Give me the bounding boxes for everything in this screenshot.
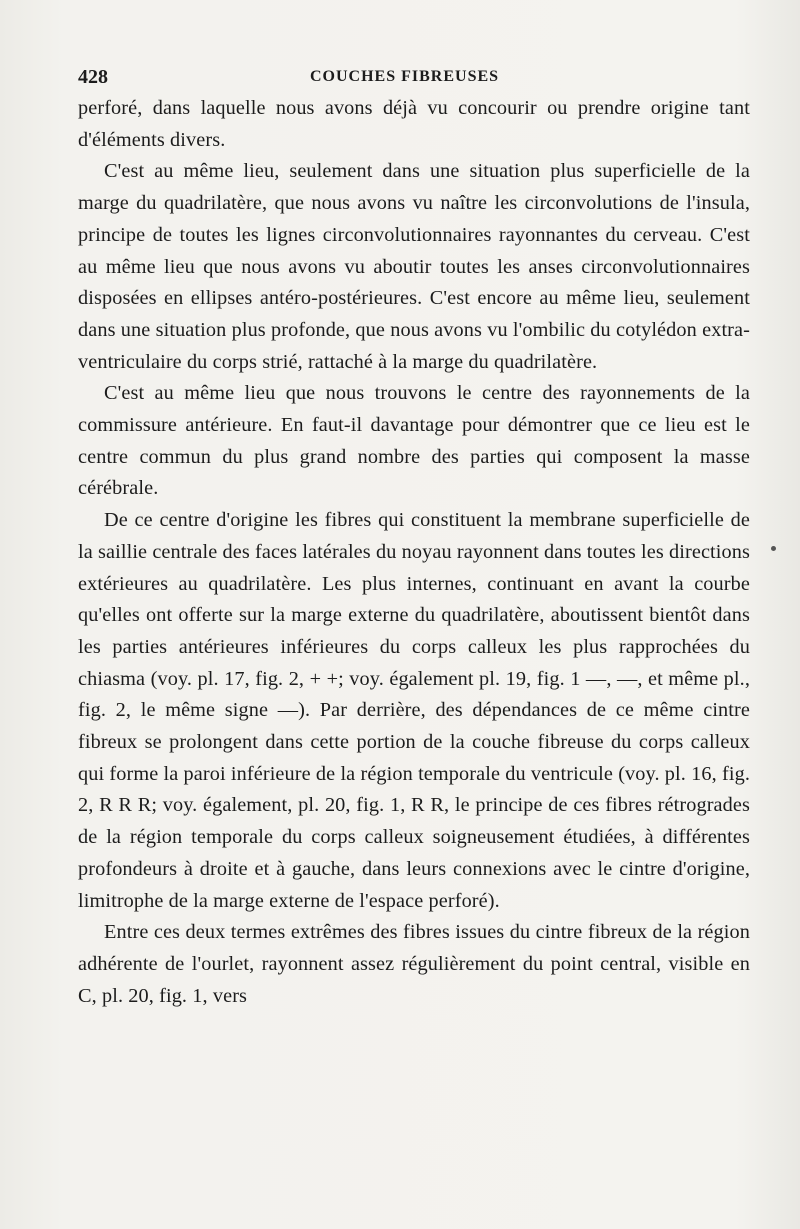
page-header <box>78 66 748 88</box>
paragraph: De ce centre d'origine les fibres qui constituent la membrane superficielle de la saillie centrale des faces latérales du noyau rayonnent dans toutes les directions extérieures au quadrilatère. Les plus internes, continuant en avant la courbe qu'elles ont offerte sur la marge externe du quadrilatère, aboutissent bientôt dans les parties antérieures inférieures du corps calleux les plus rapprochées du chiasma (voy. pl. 17, fig. 2, + +; voy. également pl. 19, fig. 1 —, —, et même pl., fig. 2, le même signe —). Par derrière, des dépendances de ce même cintre fibreux se prolongent dans cette portion de la couche fibreuse du corps calleux qui forme la paroi inférieure de la région temporale du ventricule (voy. pl. 16, fig. 2, R R R; voy. également, pl. 20, fig. 1, R R, le principe de ces fibres rétrogrades de la région temporale du corps calleux soigneusement étudiées, à différentes profondeurs à droite et à gauche, dans leurs connexions avec le cintre d'origine, limitrophe de la marge externe de l'espace perforé). <box>78 509 750 912</box>
paragraph: Entre ces deux termes extrêmes des fibres issues du cintre fibreux de la région adhérente de l'ourlet, rayonnent assez régulièrement du point central, visible en C, pl. 20, fig. 1, vers <box>78 921 750 1007</box>
paragraph: C'est au même lieu que nous trouvons le centre des rayonnements de la commissure antérieure. En faut-il davantage pour démontrer que ce lieu est le centre commun du plus grand nombre des parties qui composent la masse cérébrale. <box>78 382 750 500</box>
page-number: 428 <box>78 66 108 88</box>
body-text <box>78 93 750 1012</box>
paragraph: C'est au même lieu, seulement dans une situation plus superficielle de la marge du quadrilatère, que nous avons vu naître les circonvolutions de l'insula, principe de toutes les lignes circonvolutionnaires rayonnantes du cerveau. C'est au même lieu que nous avons vu aboutir toutes les anses circonvolutionnaires disposées en ellipses antéro-postérieures. C'est encore au même lieu, seulement dans une situation plus profonde, que nous avons vu l'ombilic du cotylédon extra-ventriculaire du corps strié, rattaché à la marge du quadrilatère. <box>78 160 750 373</box>
margin-mark <box>771 546 776 551</box>
running-title: COUCHES FIBREUSES <box>310 68 500 85</box>
paragraph-continuation: perforé, dans laquelle nous avons déjà vu concourir ou prendre origine tant d'éléments divers. <box>78 97 750 151</box>
